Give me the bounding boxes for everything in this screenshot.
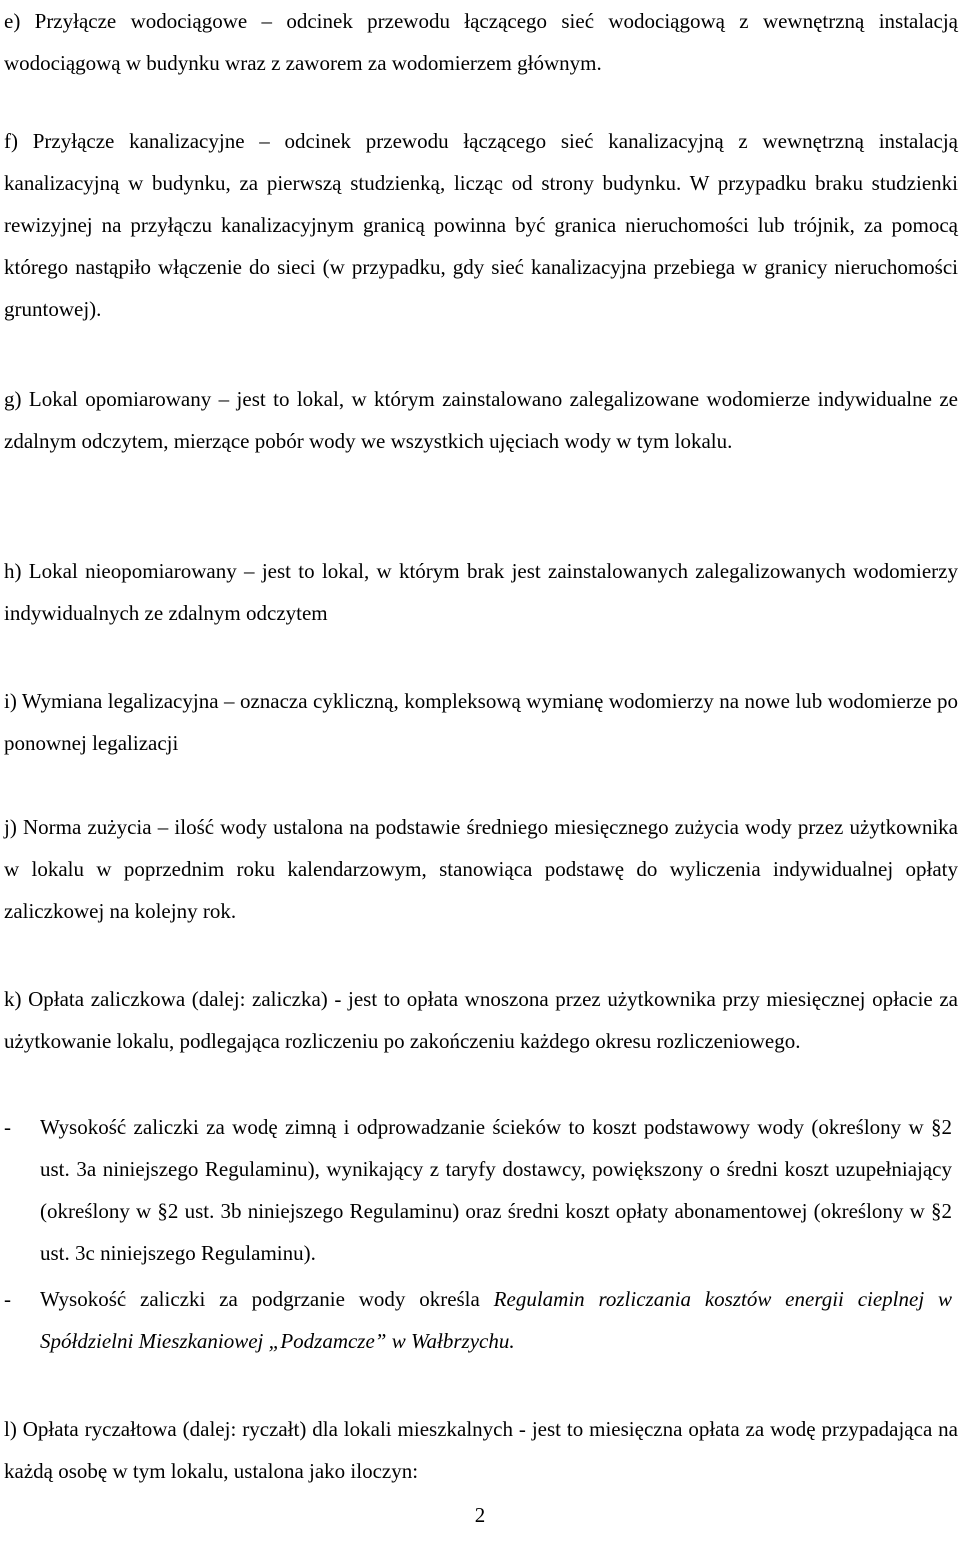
bullet-dash: - <box>4 1287 11 1311</box>
bullet-cold-water-advance <box>4 1106 958 1274</box>
page-number: 2 <box>474 1503 486 1527</box>
paragraph-i-legalization-replacement: i) Wymiana legalizacyjna – oznacza cykliczną, kompleksową wymianę wodomierzy na nowe lub wodomierze po ponownej legalizacji <box>4 689 958 755</box>
paragraph-k-advance-payment: k) Opłata zaliczkowa (dalej: zaliczka) - jest to opłata wnoszona przez użytkownika przy miesięcznej opłacie za użytkowanie lokalu, podlegająca rozliczeniu po zakończeniu każdego okresu rozliczeniowego. <box>4 987 958 1053</box>
paragraph-e-water-connection: e) Przyłącze wodociągowe – odcinek przewodu łączącego sieć wodociągową z wewnętrzną instalacją wodociągową w budynku wraz z zaworem za wodomierzem głównym. <box>4 9 958 75</box>
bullet-dash: - <box>4 1115 11 1139</box>
paragraph-h-unmetered-premises: h) Lokal nieopomiarowany – jest to lokal, w którym brak jest zainstalowanych zalegalizowanych wodomierzy indywidualnych ze zdalnym odczytem <box>4 559 958 625</box>
bullet-text-prefix: Wysokość zaliczki za podgrzanie wody określa <box>40 1287 494 1311</box>
bullet-text: Wysokość zaliczki za wodę zimną i odprowadzanie ścieków to koszt podstawowy wody (określony w §2 ust. 3a niniejszego Regulaminu), wynikający z taryfy dostawcy, powiększony o średni koszt uzupełniający (określony w §2 ust. 3b niniejszego Regulaminu) oraz średni koszt opłaty abonamentowej (określony w §2 ust. 3c niniejszego Regulaminu). <box>40 1115 952 1265</box>
paragraph-f-sewer-connection: f) Przyłącze kanalizacyjne – odcinek przewodu łączącego sieć kanalizacyjną z wewnętrzną instalacją kanalizacyjną w budynku, za pierwszą studzienką, licząc od strony budynku. W przypadku braku studzienki rewizyjnej na przyłączu kanalizacyjnym granicą powinna być granica nieruchomości lub trójnik, za pomocą którego nastąpiło włączenie do sieci (w przypadku, gdy sieć kanalizacyjna przebiega w granicy nieruchomości gruntowej). <box>4 129 958 321</box>
bullet-text <box>40 1278 952 1362</box>
paragraph-g-metered-premises: g) Lokal opomiarowany – jest to lokal, w którym zainstalowano zalegalizowane wodomierze indywidualne ze zdalnym odczytem, mierzące pobór wody we wszystkich ujęciach wody w tym lokalu. <box>4 387 958 453</box>
regulation-title: Regulamin rozliczania kosztów energii cieplnej w Spółdzielni Mieszkaniowej „Podzamcze” w Wałbrzychu. <box>40 1287 952 1353</box>
paragraph-j-consumption-norm: j) Norma zużycia – ilość wody ustalona na podstawie średniego miesięcznego zużycia wody przez użytkownika w lokalu w poprzednim roku kalendarzowym, stanowiąca podstawę do wyliczenia indywidualnej opłaty zaliczkowej na kolejny rok. <box>4 815 958 923</box>
bullet-water-heating-advance <box>4 1278 958 1362</box>
paragraph-l-flat-rate-fee: l) Opłata ryczałtowa (dalej: ryczałt) dla lokali mieszkalnych - jest to miesięczna opłata za wodę przypadająca na każdą osobę w tym lokalu, ustalona jako iloczyn: <box>4 1417 958 1483</box>
